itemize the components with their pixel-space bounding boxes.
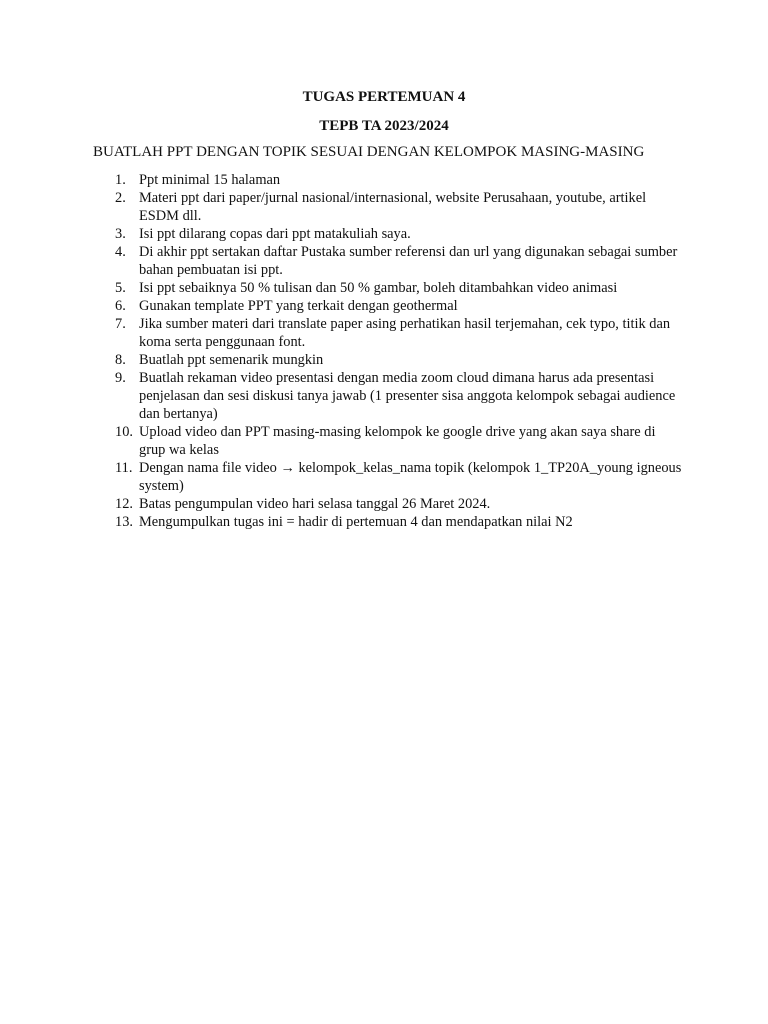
- list-item-text: Di akhir ppt sertakan daftar Pustaka sumber referensi dan url yang digunakan sebagai sumber bahan pembuatan isi ppt.: [139, 244, 678, 278]
- list-item: [93, 351, 683, 369]
- list-item-text: Ppt minimal 15 halaman: [139, 172, 281, 188]
- list-item-text: Isi ppt dilarang copas dari ppt matakuliah saya.: [139, 226, 411, 242]
- list-item: [93, 171, 683, 189]
- list-item-number: 7.: [115, 316, 126, 332]
- list-item-text: Dengan nama file video → kelompok_kelas_nama topik (kelompok 1_TP20A_young igneous system): [139, 460, 682, 494]
- list-item-text: Jika sumber materi dari translate paper asing perhatikan hasil terjemahan, cek typo, titik dan koma serta penggunaan font.: [139, 316, 671, 350]
- list-item-number: 2.: [115, 190, 126, 206]
- list-item: [93, 225, 683, 243]
- list-item: [93, 369, 683, 423]
- list-item: [93, 495, 683, 513]
- list-item-number: 4.: [115, 244, 126, 260]
- list-item: [93, 513, 683, 531]
- list-item-text: Gunakan template PPT yang terkait dengan geothermal: [139, 298, 458, 314]
- list-item-number: 1.: [115, 172, 126, 188]
- task-list: [93, 171, 683, 531]
- list-item-text: Buatlah rekaman video presentasi dengan media zoom cloud dimana harus ada presentasi penjelasan dan sesi diskusi tanya jawab (1 presenter sisa anggota kelompok sebagai audience dan bertanya): [139, 370, 676, 422]
- list-item: [93, 459, 683, 495]
- list-item: [93, 279, 683, 297]
- list-item: [93, 189, 683, 225]
- list-item-number: 10.: [115, 424, 133, 440]
- document-title: TUGAS PERTEMUAN 4: [302, 89, 466, 105]
- list-item-text: Upload video dan PPT masing-masing kelompok ke google drive yang akan saya share di grup wa kelas: [139, 424, 656, 458]
- list-item-number: 12.: [115, 496, 133, 512]
- list-item-number: 13.: [115, 514, 133, 530]
- list-item-text: Mengumpulkan tugas ini = hadir di pertemuan 4 dan mendapatkan nilai N2: [139, 514, 573, 530]
- list-item-number: 8.: [115, 352, 126, 368]
- list-item-text: Batas pengumpulan video hari selasa tanggal 26 Maret 2024.: [139, 496, 491, 512]
- list-item: [93, 297, 683, 315]
- document-subtitle: TEPB TA 2023/2024: [319, 118, 449, 134]
- list-item-number: 3.: [115, 226, 126, 242]
- list-item-number: 9.: [115, 370, 126, 386]
- list-item-text: Buatlah ppt semenarik mungkin: [139, 352, 324, 368]
- list-item-text: Materi ppt dari paper/jurnal nasional/internasional, website Perusahaan, youtube, artikel ESDM dll.: [139, 190, 647, 224]
- list-item: [93, 243, 683, 279]
- list-item-text: Isi ppt sebaiknya 50 % tulisan dan 50 % gambar, boleh ditambahkan video animasi: [139, 280, 618, 296]
- list-item-number: 11.: [115, 460, 133, 476]
- list-item: [93, 315, 683, 351]
- list-item-number: 6.: [115, 298, 126, 314]
- instruction-heading: BUATLAH PPT DENGAN TOPIK SESUAI DENGAN KELOMPOK MASING-MASING: [93, 144, 645, 160]
- list-item: [93, 423, 683, 459]
- list-item-number: 5.: [115, 280, 126, 296]
